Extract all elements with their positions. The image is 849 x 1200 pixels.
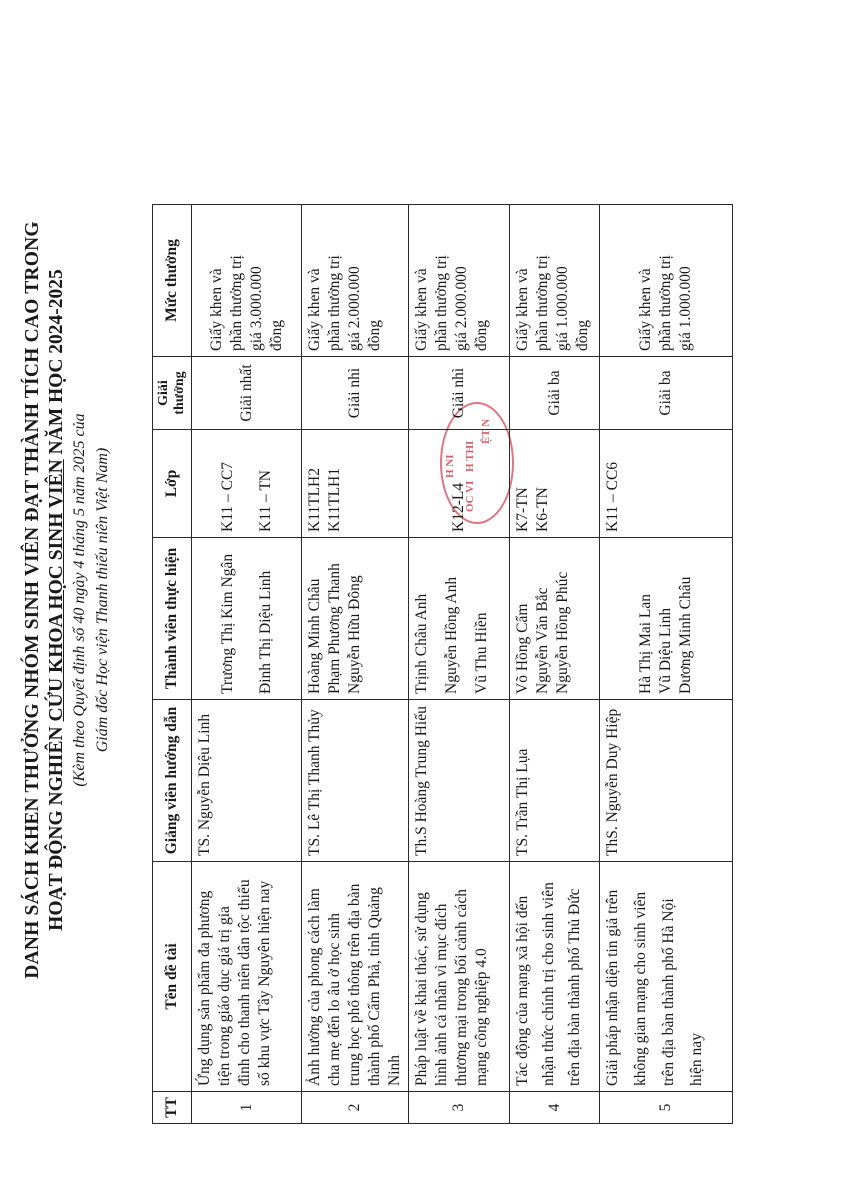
table-row: [600, 205, 733, 1124]
reward-line: đồng: [574, 320, 591, 351]
topic-line: Ứng dụng sản phẩm đa phương: [196, 890, 213, 1086]
member-name: Nguyễn Văn Bắc: [534, 587, 551, 694]
topic-line: không gian mạng cho sinh viên: [632, 891, 649, 1086]
topic-line: Pháp luật về khai thác, sử dụng: [413, 892, 430, 1086]
cell-tt: 3: [409, 1092, 510, 1124]
decision-issuer: Giám đốc Học viện Thanh thiếu niên Việt Nam): [94, 447, 111, 753]
topic-line: hiện nay: [688, 1033, 705, 1086]
topic-line: cha mẹ đến lo âu ở học sinh: [326, 912, 343, 1086]
cell-advisor: TS. Trần Thị Lụa: [510, 700, 600, 862]
reward-line: giá 2.000.000: [453, 266, 470, 351]
reward-line: đồng: [366, 320, 383, 351]
topic-line: mạng công nghiệp 4.0: [473, 948, 490, 1086]
cell-topic: [600, 862, 733, 1092]
reward-line: đồng: [267, 320, 285, 351]
class-code: K11 – TN: [256, 470, 274, 532]
member-name: Nguyễn Hồng Phúc: [554, 571, 571, 694]
cell-members: [409, 538, 510, 700]
cell-tt: 2: [302, 1092, 409, 1124]
member-name: Hà Thị Mai Lan: [637, 593, 654, 694]
reward-line: phần thưởng trị: [657, 255, 674, 351]
member-name: Trịnh Châu Anh: [413, 593, 430, 694]
cell-award: Giải ba: [510, 357, 600, 430]
reward-line: đồng: [473, 320, 490, 351]
member-name: Nguyễn Hữu Đông: [346, 575, 363, 694]
cell-tt: 4: [510, 1092, 600, 1124]
reward-line: Giấy khen và: [306, 268, 323, 351]
topic-line: thương mại trong bối cảnh cách: [453, 889, 470, 1086]
reward-line: phần thưởng trị: [326, 255, 343, 351]
member-name: Trương Thị Kim Ngân: [218, 553, 236, 694]
awards-table: [152, 204, 733, 1124]
reward-line: Giấy khen và: [413, 268, 430, 351]
subtitle-part-3: NĂM HỌC 2024-2025: [46, 269, 67, 460]
stamp-text-1: OC VI: [464, 480, 476, 512]
stamp-text-3: ỆT N: [480, 418, 492, 444]
cell-class: [192, 430, 302, 538]
topic-line: nhận thức chính trị cho sinh viên: [540, 882, 557, 1086]
topic-line: trung học phổ thông trên địa bàn: [346, 883, 363, 1086]
topic-line: Tác động của mạng xã hội đến: [514, 895, 531, 1086]
table-row: [409, 205, 510, 1124]
cell-advisor: Th.S Hoàng Trung Hiếu: [409, 700, 510, 862]
header-tt: TT: [153, 1092, 192, 1124]
class-code: K7-TN: [514, 487, 531, 532]
topic-line: thành phố Cẩm Phả, tỉnh Quảng: [366, 887, 383, 1086]
header-advisor: Giảng viên hướng dẫn: [153, 700, 192, 862]
cell-tt: 1: [192, 1092, 302, 1124]
cell-tt: 5: [600, 1092, 733, 1124]
cell-reward: [192, 205, 302, 357]
member-name: Phạm Phương Thanh: [326, 563, 343, 694]
cell-class: K11 – CC6: [600, 430, 733, 538]
document-title: DANH SÁCH KHEN THƯỞNG NHÓM SINH VIÊN ĐẠT THÀNH TÍCH CAO TRONG: [22, 221, 43, 979]
cell-advisor: TS. Nguyễn Diệu Linh: [192, 700, 302, 862]
reward-line: giá 1.000.000: [554, 266, 571, 351]
cell-members: [192, 538, 302, 700]
cell-topic: [510, 862, 600, 1092]
reward-line: giá 1.000.000: [677, 266, 694, 351]
cell-members: [510, 538, 600, 700]
header-class: Lớp: [153, 430, 192, 538]
cell-members: [302, 538, 409, 700]
cell-reward: [600, 205, 733, 357]
cell-reward: [409, 205, 510, 357]
class-code: K6-TN: [534, 487, 551, 532]
class-code: K11TLH2: [306, 468, 323, 532]
cell-reward: [510, 205, 600, 357]
cell-topic: [409, 862, 510, 1092]
cell-award: Giải nhì: [409, 357, 510, 430]
member-name: Nguyễn Hồng Anh: [443, 576, 460, 694]
header-members: Thành viên thực hiện: [153, 538, 192, 700]
stamp-text-top: H NI: [444, 454, 456, 478]
topic-line: Ninh: [386, 1055, 403, 1086]
document-subtitle: [46, 0, 68, 1200]
cell-advisor: ThS. Nguyễn Duy Hiệp: [600, 700, 733, 862]
topic-line: tiện trong giáo dục giá trị gia: [216, 906, 233, 1086]
class-code: K11TLH1: [326, 468, 343, 532]
cell-class: [302, 430, 409, 538]
member-name: Võ Hồng Cẩm: [514, 603, 531, 694]
class-code: K11 – CC7: [218, 461, 236, 532]
topic-line: Giải pháp nhận diện tin giả trên: [604, 889, 621, 1086]
reward-line: giá 3.000.000: [247, 266, 265, 351]
member-name: Vũ Diệu Linh: [657, 607, 674, 694]
cell-award: Giải nhất: [192, 357, 302, 430]
topic-line: trên địa bàn thành phố Thủ Đức: [566, 888, 583, 1086]
cell-award: Giải ba: [600, 357, 733, 430]
subtitle-part-1: HOẠT ĐỘNG NGHIÊN: [46, 721, 67, 931]
table-row: [510, 205, 600, 1124]
cell-class: [510, 430, 600, 538]
header-award: Giải thưởng: [153, 357, 192, 430]
table-header-row: [153, 205, 192, 1124]
reward-line: Giấy khen và: [637, 268, 654, 351]
cell-topic: [192, 862, 302, 1092]
stamp-text-2: H THI: [464, 440, 476, 472]
table-row: [302, 205, 409, 1124]
reward-line: phần thưởng trị: [227, 255, 245, 351]
topic-line: hình ảnh cá nhân vì mục đích: [433, 903, 450, 1086]
member-name: Vũ Thu Hiền: [473, 612, 490, 694]
topic-line: Ảnh hưởng của phong cách làm: [306, 888, 323, 1086]
subtitle-part-2: CỨU KHOA HỌC SINH VIÊN: [46, 459, 67, 722]
cell-topic: [302, 862, 409, 1092]
reward-line: giá 2.000.000: [346, 266, 363, 351]
reward-line: phần thưởng trị: [433, 255, 450, 351]
topic-line: trên địa bàn thành phố Hà Nội: [660, 898, 677, 1086]
cell-award: Giải nhì: [302, 357, 409, 430]
header-topic: Tên đề tài: [153, 862, 192, 1092]
cell-reward: [302, 205, 409, 357]
member-name: Hoàng Minh Châu: [306, 578, 323, 694]
topic-line: đình cho thanh niên dân tộc thiểu: [236, 879, 253, 1086]
member-name: Đinh Thị Diệu Linh: [256, 570, 274, 694]
topic-line: số khu vực Tây Nguyên hiện nay: [256, 880, 273, 1086]
reward-line: Giấy khen và: [207, 268, 225, 351]
cell-members: [600, 538, 733, 700]
member-name: Dương Minh Châu: [677, 576, 694, 694]
header-reward: Mức thưởng: [153, 205, 192, 357]
table-row: [192, 205, 302, 1124]
cell-advisor: TS. Lê Thị Thanh Thủy: [302, 700, 409, 862]
reward-line: Giấy khen và: [514, 268, 531, 351]
decision-reference: (Kèm theo Quyết định số 40 ngày 4 tháng 5 năm 2025 của: [71, 413, 88, 787]
reward-line: phần thưởng trị: [534, 255, 551, 351]
cell-class: K12-L4: [409, 430, 510, 538]
